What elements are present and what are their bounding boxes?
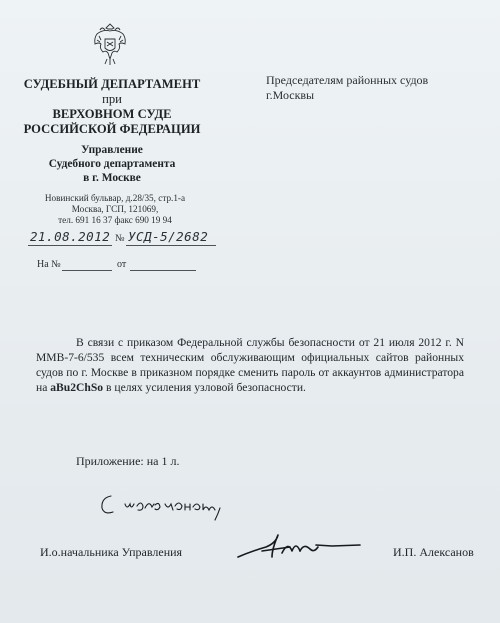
address-block [20,193,210,226]
org-line-4: РОССИЙСКОЙ ФЕДЕРАЦИИ [23,122,201,136]
org-line-1: СУДЕБНЫЙ ДЕПАРТАМЕНТ [23,77,201,91]
address-line-3: тел. 691 16 37 факс 690 19 94 [58,215,172,225]
body-text-part-1: В связи с приказом Федеральной службы безопасности от 21 июля 2012 г. N ММВ-7-6/535 всем техническим обслуживающим официальных сайтов районных судов по г. Москве в приказном порядке сменить пароль от аккаунтов администратора на [36,336,464,394]
organization-name [14,77,210,137]
registration-no-label: № [115,233,125,244]
coat-of-arms-emblem [91,22,129,66]
org-line-2: при [102,92,122,106]
date-underline [28,245,112,246]
reference-from-underline [130,270,196,271]
dept-line-1: Управление [81,144,143,156]
password-value: aBu2ChSo [50,381,104,394]
org-line-3: ВЕРХОВНОМ СУДЕ [52,107,172,121]
attachment-note: Приложение: на 1 л. [76,454,180,468]
signer-title: И.о.начальника Управления [40,545,183,559]
recipient-line-2: г.Москвы [266,87,315,102]
dept-line-3: в г. Москве [83,172,141,184]
reference-from-label: от [117,259,127,270]
signer-name: И.П. Алексанов [393,545,474,559]
number-underline [126,245,216,246]
address-line-2: Москва, ГСП, 121069, [71,204,159,214]
registration-date: 21.08.2012 [30,229,111,244]
signature [232,527,364,567]
recipient-line-1: Председателям районных судов [266,73,429,87]
registration-number: УСД-5/2682 [128,229,209,244]
department-name [14,143,210,185]
letter-body [36,335,464,395]
dept-line-2: Судебного департамента [48,158,176,170]
handwritten-regards [97,490,267,524]
reference-no-label: На № [37,259,61,270]
address-line-1: Новинский бульвар, д.28/35, стр.1-а [44,193,186,203]
reference-no-underline [62,270,112,271]
body-text-part-2: в целях усиления узловой безопасности. [103,381,306,394]
recipient-block [266,73,428,102]
